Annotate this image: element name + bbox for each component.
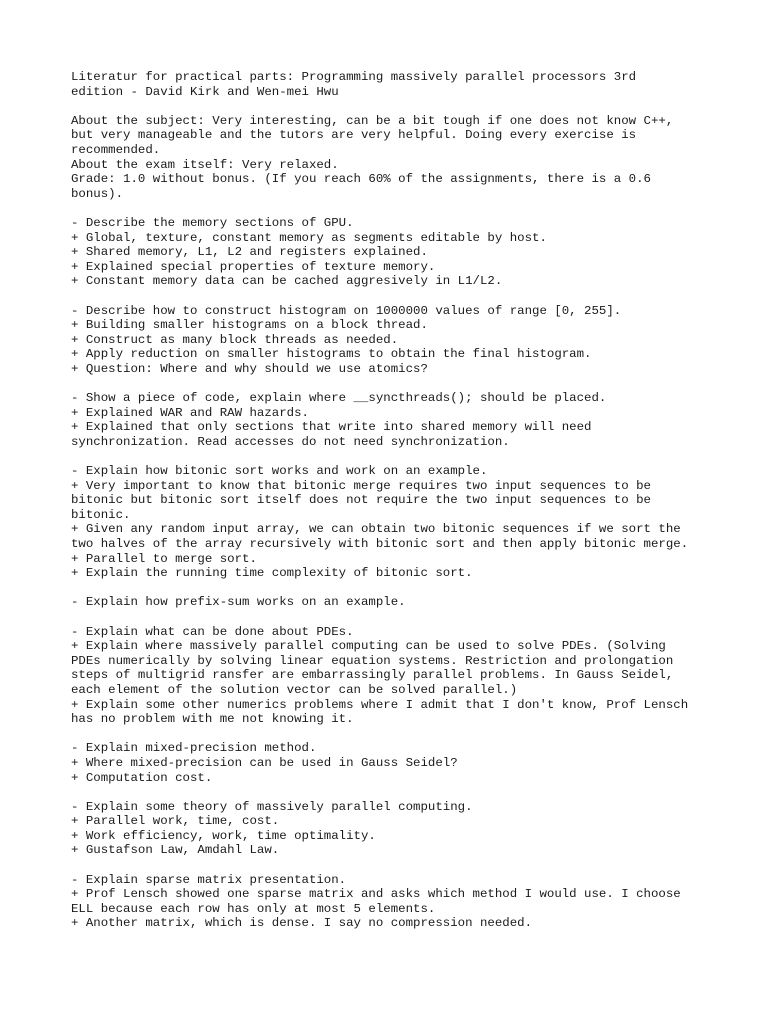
text-line: bonus). — [71, 186, 124, 201]
answer-line: + Given any random input array, we can obtain two bitonic sequences if we sort the — [71, 522, 681, 537]
answer-line: + Global, texture, constant memory as segments editable by host. — [71, 230, 547, 245]
answer-line: + Shared memory, L1, L2 and registers explained. — [71, 245, 428, 260]
answer-line: ELL because each row has only at most 5 elements. — [71, 901, 436, 916]
answer-line: + Explained WAR and RAW hazards. — [71, 405, 309, 420]
answer-line: + Explain the running time complexity of bitonic sort. — [71, 566, 473, 581]
answer-line: synchronization. Read accesses do not need synchronization. — [71, 434, 510, 449]
question-prefix-sum — [71, 595, 761, 610]
answer-line: has no problem with me not knowing it. — [71, 712, 354, 727]
question-sparse-matrix — [71, 873, 761, 931]
question-line: - Describe how to construct histogram on 1000000 values of range [0, 255]. — [71, 303, 622, 318]
subject-paragraph — [71, 114, 761, 202]
text-line: but very manageable and the tutors are very helpful. Doing every exercise is — [71, 128, 637, 143]
answer-line: + Building smaller histograms on a block thread. — [71, 318, 428, 333]
answer-line: PDEs numerically by solving linear equation systems. Restriction and prolongation — [71, 653, 674, 668]
answer-line: steps of multigrid ransfer are embarrassingly parallel problems. In Gauss Seidel, — [71, 668, 674, 683]
answer-line: bitonic but bitonic sort itself does not require the two input sequences to be — [71, 493, 651, 508]
question-line: - Explain what can be done about PDEs. — [71, 624, 354, 639]
answer-line: + Computation cost. — [71, 770, 213, 785]
question-pdes — [71, 625, 761, 727]
answer-line: + Explain where massively parallel computing can be used to solve PDEs. (Solving — [71, 639, 666, 654]
answer-line: + Construct as many block threads as needed. — [71, 332, 399, 347]
question-histogram — [71, 304, 761, 377]
answer-line: + Explain some other numerics problems where I admit that I don't know, Prof Lensch — [71, 697, 689, 712]
text-line: About the exam itself: Very relaxed. — [71, 157, 339, 172]
text-line: recommended. — [71, 142, 161, 157]
question-line: - Explain how bitonic sort works and work on an example. — [71, 464, 488, 479]
text-line: About the subject: Very interesting, can be a bit tough if one does not know C++, — [71, 113, 674, 128]
text-line: edition - David Kirk and Wen-mei Hwu — [71, 84, 339, 99]
answer-line: + Parallel work, time, cost. — [71, 814, 280, 829]
answer-line: + Constant memory data can be cached aggresively in L1/L2. — [71, 274, 503, 289]
question-mixed-precision — [71, 741, 761, 785]
answer-line: + Explained that only sections that write into shared memory will need — [71, 420, 592, 435]
question-line: - Describe the memory sections of GPU. — [71, 215, 354, 230]
question-memory-sections — [71, 216, 761, 289]
answer-line: + Question: Where and why should we use atomics? — [71, 361, 428, 376]
answer-line: + Another matrix, which is dense. I say no compression needed. — [71, 916, 533, 931]
question-parallel-theory — [71, 800, 761, 858]
answer-line: + Where mixed-precision can be used in Gauss Seidel? — [71, 755, 458, 770]
answer-line: two halves of the array recursively with bitonic sort and then apply bitonic merge. — [71, 537, 689, 551]
question-syncthreads — [71, 391, 761, 449]
question-line: - Show a piece of code, explain where __syncthreads(); should be placed. — [71, 391, 607, 406]
answer-line: + Very important to know that bitonic merge requires two input sequences to be — [71, 478, 651, 493]
answer-line: + Parallel to merge sort. — [71, 551, 257, 566]
literature-paragraph — [71, 70, 761, 99]
text-line: Literatur for practical parts: Programming massively parallel processors 3rd — [71, 70, 637, 84]
answer-line: + Prof Lensch showed one sparse matrix and asks which method I would use. I choose — [71, 887, 681, 902]
answer-line: + Gustafson Law, Amdahl Law. — [71, 843, 280, 858]
question-line: - Explain how prefix-sum works on an example. — [71, 595, 406, 610]
document-body — [71, 70, 761, 946]
question-line: - Explain some theory of massively parallel computing. — [71, 799, 473, 814]
answer-line: + Apply reduction on smaller histograms to obtain the final histogram. — [71, 347, 592, 362]
answer-line: bitonic. — [71, 507, 131, 522]
answer-line: + Explained special properties of texture memory. — [71, 259, 436, 274]
answer-line: + Work efficiency, work, time optimality. — [71, 828, 376, 843]
text-line: Grade: 1.0 without bonus. (If you reach 60% of the assignments, there is a 0.6 — [71, 172, 651, 187]
question-bitonic-sort — [71, 464, 761, 581]
answer-line: each element of the solution vector can be solved parallel.) — [71, 682, 518, 697]
question-line: - Explain mixed-precision method. — [71, 741, 317, 756]
question-line: - Explain sparse matrix presentation. — [71, 872, 347, 887]
